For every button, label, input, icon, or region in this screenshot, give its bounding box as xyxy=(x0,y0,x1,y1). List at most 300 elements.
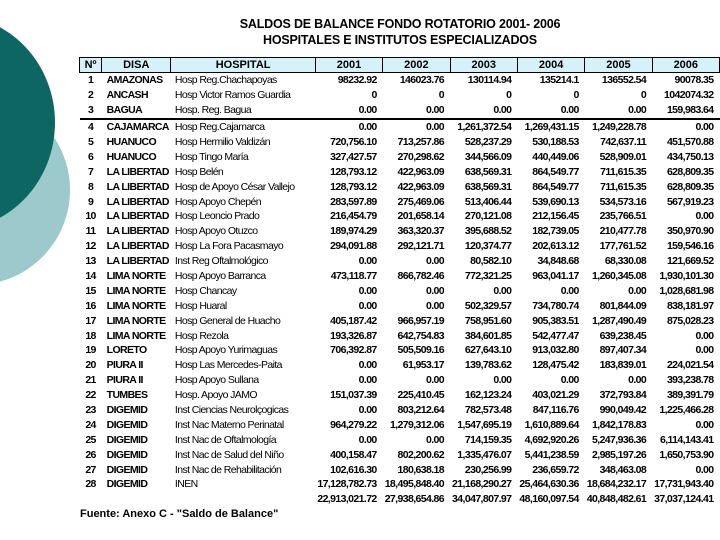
table-row xyxy=(80,149,720,164)
hospital-cell: Inst Nac de Salud del Niño xyxy=(174,448,284,461)
row-number: 9 xyxy=(87,195,94,208)
value-2006: 451,570.88 xyxy=(666,136,714,148)
col-header-2004: 2004 xyxy=(517,58,584,73)
row-number: 17 xyxy=(85,314,96,327)
value-2006: 628,809.35 xyxy=(666,165,714,178)
disa-cell: PIURA II xyxy=(106,374,143,387)
hospital-cell: Inst Nac Materno Perinatal xyxy=(174,418,284,431)
value-2003: 513,406.44 xyxy=(464,195,512,208)
table-row xyxy=(80,313,720,328)
row-number: 26 xyxy=(85,448,96,461)
source-note: Fuente: Anexo C - "Saldo de Balance" xyxy=(80,508,279,520)
value-2006: 0.00 xyxy=(695,210,714,223)
row-number: 6 xyxy=(87,150,94,163)
value-2002: 0.00 xyxy=(426,433,445,446)
value-2002: 422,963.09 xyxy=(397,180,445,193)
value-2006: 1,930,101.30 xyxy=(659,270,714,283)
table-row xyxy=(80,103,720,119)
value-2006: 0.00 xyxy=(652,119,719,135)
hospital-cell: Hosp. Reg. Bagua xyxy=(174,104,252,117)
table-row xyxy=(80,432,720,447)
value-2001: 706,392.87 xyxy=(330,344,377,357)
value-2004: 1,610,889.64 xyxy=(524,418,579,431)
value-2006: 6,114,143.41 xyxy=(659,433,714,446)
table-row xyxy=(80,239,720,254)
value-2004: 905,383.51 xyxy=(532,314,579,327)
table-row xyxy=(80,73,720,88)
value-2005: 183,839.01 xyxy=(599,359,647,372)
value-2001: 0.00 xyxy=(358,404,377,417)
value-2002: 802,200.62 xyxy=(397,448,445,461)
disa-cell: LORETO xyxy=(106,344,147,357)
value-2001: 405,187.42 xyxy=(330,314,377,327)
value-2006: 0.00 xyxy=(695,344,714,357)
value-2006: 1042074.32 xyxy=(664,89,714,102)
value-2005: 5,247,936.36 xyxy=(592,433,647,446)
table-row xyxy=(80,164,720,179)
value-2004: 864,549.77 xyxy=(532,180,579,193)
disa-cell: LA LIBERTAD xyxy=(106,195,169,208)
value-2002: 61,953.17 xyxy=(402,359,445,372)
value-2003: 528,237.29 xyxy=(464,136,512,148)
disa-cell: LIMA NORTE xyxy=(106,270,166,283)
value-2003: 120,374.77 xyxy=(464,240,512,253)
value-2002: 713,257.86 xyxy=(397,136,445,148)
row-number: 5 xyxy=(87,136,94,148)
value-2005: 235,766.51 xyxy=(599,210,647,223)
value-2005: 1,260,345.08 xyxy=(592,270,647,283)
empty-cell xyxy=(80,492,102,507)
value-2001: 720,756.10 xyxy=(330,136,377,148)
value-2002: 225,410.45 xyxy=(397,389,445,402)
value-2001: 151,037.39 xyxy=(330,389,377,402)
value-2002: 966,957.19 xyxy=(397,314,445,327)
col-header-2003: 2003 xyxy=(450,58,517,73)
table-row xyxy=(80,135,720,150)
value-2004: 135214.1 xyxy=(539,74,579,87)
disa-cell: DIGEMID xyxy=(106,478,148,491)
value-2003: 230,256.99 xyxy=(464,463,512,476)
disa-cell: LA LIBERTAD xyxy=(106,210,169,223)
value-2005: 1,842,178.83 xyxy=(592,418,647,431)
value-2004: 212,156.45 xyxy=(532,210,579,223)
title-line-2: HOSPITALES E INSTITUTOS ESPECIALIZADOS xyxy=(263,33,537,47)
col-header-hospital: HOSPITAL xyxy=(171,58,315,73)
col-header-number: Nº xyxy=(80,58,102,73)
value-2003: 714,159.35 xyxy=(464,433,512,446)
hospital-cell: Inst Reg Oftalmológico xyxy=(174,255,268,268)
disa-cell: AMAZONAS xyxy=(106,74,163,87)
value-2004: 963,041.17 xyxy=(532,270,579,283)
value-2001: 294,091.88 xyxy=(330,240,377,253)
value-2001: 327,427.57 xyxy=(330,150,377,163)
value-2001: 0.00 xyxy=(315,119,382,135)
value-2005: 711,615.35 xyxy=(600,165,647,178)
disa-cell: LA LIBERTAD xyxy=(106,225,169,238)
value-2005: 801,844.09 xyxy=(599,299,647,312)
row-number: 8 xyxy=(87,180,94,193)
balance-table xyxy=(79,57,720,507)
value-2002: 18,495,848.40 xyxy=(384,478,445,491)
row-number: 13 xyxy=(85,255,96,268)
row-number: 28 xyxy=(85,478,96,491)
hospital-cell: Hosp Apoyo Otuzco xyxy=(174,225,258,238)
value-2005: 0 xyxy=(640,89,647,102)
table-row xyxy=(80,224,720,239)
table-row xyxy=(80,283,720,298)
table-row xyxy=(80,358,720,373)
value-2003: 0.00 xyxy=(493,284,512,297)
table-header-row xyxy=(80,58,720,73)
disa-cell: LA LIBERTAD xyxy=(106,180,169,193)
value-2002: 422,963.09 xyxy=(397,165,445,178)
hospital-cell: Hosp General de Huacho xyxy=(174,314,281,327)
value-2004: 1,269,431.15 xyxy=(517,119,584,135)
disa-cell: TUMBES xyxy=(106,389,148,402)
row-number: 16 xyxy=(85,299,96,312)
hospital-cell: Hosp Reg.Cajamarca xyxy=(171,119,315,135)
value-2004: 530,188.53 xyxy=(532,136,579,148)
value-2006: 0.00 xyxy=(695,463,714,476)
table-row xyxy=(80,343,720,358)
total-2002: 27,938,654.86 xyxy=(384,493,445,506)
table-row xyxy=(80,179,720,194)
col-header-2002: 2002 xyxy=(383,58,450,73)
value-2002: 0.00 xyxy=(426,299,445,312)
value-2001: 128,793.12 xyxy=(330,165,377,178)
value-2003: 344,566.09 xyxy=(464,150,512,163)
value-2004: 734,780.74 xyxy=(532,299,579,312)
table-row xyxy=(80,209,720,224)
value-2004: 0.00 xyxy=(560,104,579,117)
hospital-cell: Hosp de Apoyo César Vallejo xyxy=(174,180,295,193)
disa-cell: HUANUCO xyxy=(106,136,157,148)
col-header-2005: 2005 xyxy=(585,58,652,73)
value-2005: 1,249,228.78 xyxy=(585,119,652,135)
value-2003: 80,582.10 xyxy=(470,255,512,268)
value-2004: 128,475.42 xyxy=(532,359,579,372)
value-2005: 1,287,490.49 xyxy=(592,314,647,327)
value-2005: 639,238.45 xyxy=(599,329,647,342)
value-2002: 505,509.16 xyxy=(397,344,445,357)
table-row xyxy=(80,388,720,403)
col-header-disa: DISA xyxy=(102,58,171,73)
hospital-cell: Hosp Apoyo Yurimaguas xyxy=(174,344,278,357)
value-2003: 638,569.31 xyxy=(464,180,512,193)
value-2003: 758,951.60 xyxy=(464,314,512,327)
value-2005: 18,684,232.17 xyxy=(586,478,647,491)
value-2003: 384,601.85 xyxy=(464,329,512,342)
row-number: 20 xyxy=(85,359,96,372)
hospital-cell: Hosp Leoncio Prado xyxy=(174,210,260,223)
title-line-1: SALDOS DE BALANCE FONDO ROTATORIO 2001- 2006 xyxy=(239,17,561,31)
value-2001: 193,326.87 xyxy=(330,329,377,342)
value-2002: 292,121.71 xyxy=(397,240,445,253)
table-row xyxy=(80,194,720,209)
row-number: 19 xyxy=(85,344,96,357)
hospital-cell: Hosp Huaral xyxy=(174,299,227,312)
value-2003: 1,261,372.54 xyxy=(450,119,517,135)
value-2005: 348,463.08 xyxy=(599,463,647,476)
value-2004: 0.00 xyxy=(560,374,579,387)
disa-cell: DIGEMID xyxy=(106,448,148,461)
value-2002: 0.00 xyxy=(426,255,445,268)
value-2005: 897,407.34 xyxy=(599,344,647,357)
value-2002: 1,279,312.06 xyxy=(389,418,445,431)
row-number: 21 xyxy=(85,374,96,387)
value-2006: 159,546.16 xyxy=(666,240,714,253)
table-row xyxy=(80,403,720,418)
disa-cell: LIMA NORTE xyxy=(106,284,166,297)
value-2004: 440,449.06 xyxy=(532,150,579,163)
value-2005: 177,761.52 xyxy=(599,240,647,253)
value-2004: 403,021.29 xyxy=(532,389,579,402)
col-header-2001: 2001 xyxy=(315,58,382,73)
hospital-cell: Hosp Reg.Chachapoyas xyxy=(174,74,277,87)
hospital-cell: Inst Nac de Oftalmología xyxy=(174,433,277,446)
value-2001: 0.00 xyxy=(358,374,377,387)
value-2006: 159,983.64 xyxy=(666,104,714,117)
value-2003: 270,121.08 xyxy=(464,210,512,223)
value-2001: 0.00 xyxy=(358,284,377,297)
row-number: 4 xyxy=(80,119,102,135)
value-2003: 502,329.57 xyxy=(464,299,512,312)
value-2001: 0.00 xyxy=(358,359,377,372)
row-number: 2 xyxy=(87,89,94,102)
hospital-cell: Hosp Victor Ramos Guardia xyxy=(174,89,291,102)
value-2004: 847,116.76 xyxy=(532,404,579,417)
disa-cell: HUANUCO xyxy=(106,150,157,163)
value-2006: 628,809.35 xyxy=(666,180,714,193)
table-row xyxy=(80,298,720,313)
hospital-cell: Hosp Apoyo Sullana xyxy=(174,374,259,387)
value-2001: 216,454.79 xyxy=(330,210,377,223)
value-2004: 864,549.77 xyxy=(532,165,579,178)
slide-title xyxy=(210,16,590,48)
row-number: 23 xyxy=(85,404,96,417)
hospital-cell: Hosp La Fora Pacasmayo xyxy=(174,240,284,253)
value-2005: 0.00 xyxy=(628,104,647,117)
value-2003: 627,643.10 xyxy=(464,344,512,357)
row-number: 14 xyxy=(85,270,96,283)
value-2003: 139,783.62 xyxy=(464,359,512,372)
hospital-cell: Hosp Las Mercedes-Paita xyxy=(174,359,282,372)
value-2003: 0.00 xyxy=(493,104,512,117)
value-2004: 0.00 xyxy=(560,284,579,297)
value-2002: 363,320.37 xyxy=(397,225,445,238)
table-row xyxy=(80,254,720,269)
value-2001: 98232.92 xyxy=(337,74,377,87)
value-2003: 130114.94 xyxy=(467,74,512,87)
value-2004: 4,692,920.26 xyxy=(524,433,579,446)
value-2005: 742,637.11 xyxy=(600,136,647,148)
value-2004: 236,659.72 xyxy=(532,463,579,476)
table-row xyxy=(80,119,720,135)
disa-cell: LA LIBERTAD xyxy=(106,240,169,253)
table-row xyxy=(80,328,720,343)
value-2006: 1,650,753.90 xyxy=(659,448,714,461)
value-2005: 534,573.16 xyxy=(599,195,647,208)
value-2006: 838,181.97 xyxy=(666,299,714,312)
value-2001: 128,793.12 xyxy=(330,180,377,193)
value-2006: 0.00 xyxy=(695,418,714,431)
value-2006: 1,028,681.98 xyxy=(659,284,714,297)
hospital-cell: Hosp Chancay xyxy=(174,284,237,297)
total-2005: 40,848,482.61 xyxy=(586,493,647,506)
disa-cell: DIGEMID xyxy=(106,418,148,431)
value-2001: 189,974.29 xyxy=(330,225,377,238)
hospital-cell: Hosp Apoyo Barranca xyxy=(174,270,266,283)
value-2002: 0 xyxy=(438,89,445,102)
disa-cell: BAGUA xyxy=(106,104,143,117)
value-2003: 0.00 xyxy=(493,374,512,387)
value-2001: 400,158.47 xyxy=(330,448,377,461)
value-2003: 638,569.31 xyxy=(464,165,512,178)
value-2004: 539,690.13 xyxy=(532,195,579,208)
row-number: 15 xyxy=(85,284,96,297)
value-2004: 34,848.68 xyxy=(537,255,579,268)
disa-cell: LIMA NORTE xyxy=(106,329,166,342)
row-number: 25 xyxy=(85,433,96,446)
value-2001: 283,597.89 xyxy=(330,195,377,208)
table-row xyxy=(80,269,720,284)
value-2006: 393,238.78 xyxy=(666,374,714,387)
disa-cell: LIMA NORTE xyxy=(106,314,166,327)
value-2003: 21,168,290.27 xyxy=(452,478,512,491)
row-number: 22 xyxy=(85,389,96,402)
value-2004: 25,464,630.36 xyxy=(519,478,579,491)
hospital-cell: Inst Nac de Rehabilitación xyxy=(174,463,282,476)
table-row xyxy=(80,462,720,477)
value-2005: 68,330.08 xyxy=(604,255,647,268)
disa-cell: DIGEMID xyxy=(106,433,148,446)
value-2006: 567,919.23 xyxy=(666,195,714,208)
value-2006: 90078.35 xyxy=(674,74,714,87)
value-2005: 136552.54 xyxy=(601,74,647,87)
value-2006: 350,970.90 xyxy=(666,225,714,238)
value-2002: 803,212.64 xyxy=(397,404,445,417)
total-2001: 22,913,021.72 xyxy=(317,493,377,506)
value-2004: 0 xyxy=(573,89,579,102)
row-number: 1 xyxy=(87,74,94,87)
value-2005: 210,477.78 xyxy=(599,225,647,238)
table-row xyxy=(80,417,720,432)
row-number: 7 xyxy=(87,165,94,178)
value-2006: 0.00 xyxy=(695,329,714,342)
disa-cell: PIURA II xyxy=(106,359,143,372)
disa-cell: ANCASH xyxy=(106,89,148,102)
value-2005: 990,049.42 xyxy=(599,404,647,417)
disa-cell: LA LIBERTAD xyxy=(106,255,169,268)
value-2006: 121,669.52 xyxy=(666,255,714,268)
row-number: 3 xyxy=(87,104,94,117)
hospital-cell: Hosp. Apoyo JAMO xyxy=(174,389,257,402)
value-2002: 201,658.14 xyxy=(397,210,445,223)
value-2004: 542,477.47 xyxy=(532,329,579,342)
hospital-cell: Hosp Belén xyxy=(174,165,224,178)
value-2005: 2,985,197.26 xyxy=(592,448,647,461)
value-2003: 0 xyxy=(506,89,512,102)
value-2003: 772,321.25 xyxy=(464,270,512,283)
value-2006: 434,750.13 xyxy=(666,150,714,163)
value-2002: 0.00 xyxy=(383,119,450,135)
table-row xyxy=(80,477,720,492)
col-header-2006: 2006 xyxy=(652,58,719,73)
value-2005: 0.00 xyxy=(628,284,647,297)
table-row xyxy=(80,373,720,388)
value-2001: 102,616.30 xyxy=(330,463,377,476)
disa-cell: DIGEMID xyxy=(106,463,148,476)
hospital-cell: Hosp Tingo María xyxy=(174,150,249,163)
disa-cell: DIGEMID xyxy=(106,404,148,417)
value-2002: 275,469.06 xyxy=(397,195,445,208)
table-row xyxy=(80,88,720,103)
value-2006: 389,391.79 xyxy=(666,389,714,402)
value-2001: 473,118.77 xyxy=(330,270,377,283)
disa-cell: CAJAMARCA xyxy=(102,119,171,135)
value-2004: 182,739.05 xyxy=(532,225,579,238)
totals-row xyxy=(80,492,720,507)
value-2003: 395,688.52 xyxy=(464,225,512,238)
value-2003: 1,547,695.19 xyxy=(457,418,512,431)
value-2001: 964,279.22 xyxy=(330,418,377,431)
value-2002: 866,782.46 xyxy=(397,270,445,283)
row-number: 27 xyxy=(85,463,96,476)
empty-cell xyxy=(102,492,171,507)
value-2003: 1,335,476.07 xyxy=(457,448,512,461)
hospital-cell: Inst Ciencias Neurolçogicas xyxy=(174,404,289,417)
row-number: 18 xyxy=(85,329,96,342)
hospital-cell: INEN xyxy=(174,478,198,491)
value-2002: 0.00 xyxy=(426,284,445,297)
value-2001: 17,128,782.73 xyxy=(317,478,377,491)
row-number: 10 xyxy=(85,210,96,223)
value-2001: 0.00 xyxy=(358,255,377,268)
total-2004: 48,160,097.54 xyxy=(519,493,579,506)
value-2001: 0.00 xyxy=(358,433,377,446)
hospital-cell: Hosp Hermilio Valdizán xyxy=(174,136,271,148)
disa-cell: LIMA NORTE xyxy=(106,299,166,312)
value-2005: 372,793.84 xyxy=(599,389,647,402)
value-2006: 224,021.54 xyxy=(666,359,714,372)
row-number: 24 xyxy=(85,418,96,431)
value-2006: 875,028.23 xyxy=(666,314,714,327)
value-2002: 146023.76 xyxy=(399,74,445,87)
value-2005: 528,909.01 xyxy=(599,150,647,163)
hospital-cell: Hosp Rezola xyxy=(174,329,229,342)
value-2002: 0.00 xyxy=(426,104,445,117)
value-2006: 17,731,943.40 xyxy=(654,478,714,491)
row-number: 11 xyxy=(85,225,96,238)
row-number: 12 xyxy=(85,240,96,253)
table-row xyxy=(80,447,720,462)
value-2005: 0.00 xyxy=(628,374,647,387)
value-2006: 1,225,466.28 xyxy=(659,404,714,417)
value-2003: 782,573.48 xyxy=(464,404,512,417)
value-2004: 5,441,238.59 xyxy=(524,448,579,461)
value-2004: 202,613.12 xyxy=(532,240,579,253)
value-2005: 711,615.35 xyxy=(600,180,647,193)
value-2003: 162,123.24 xyxy=(464,389,512,402)
value-2001: 0.00 xyxy=(358,104,377,117)
value-2002: 642,754.83 xyxy=(397,329,445,342)
disa-cell: LA LIBERTAD xyxy=(106,165,169,178)
value-2002: 180,638.18 xyxy=(397,463,445,476)
value-2002: 0.00 xyxy=(426,374,445,387)
value-2001: 0 xyxy=(371,89,377,102)
total-2003: 34,047,807.97 xyxy=(452,493,512,506)
empty-cell xyxy=(171,492,315,507)
